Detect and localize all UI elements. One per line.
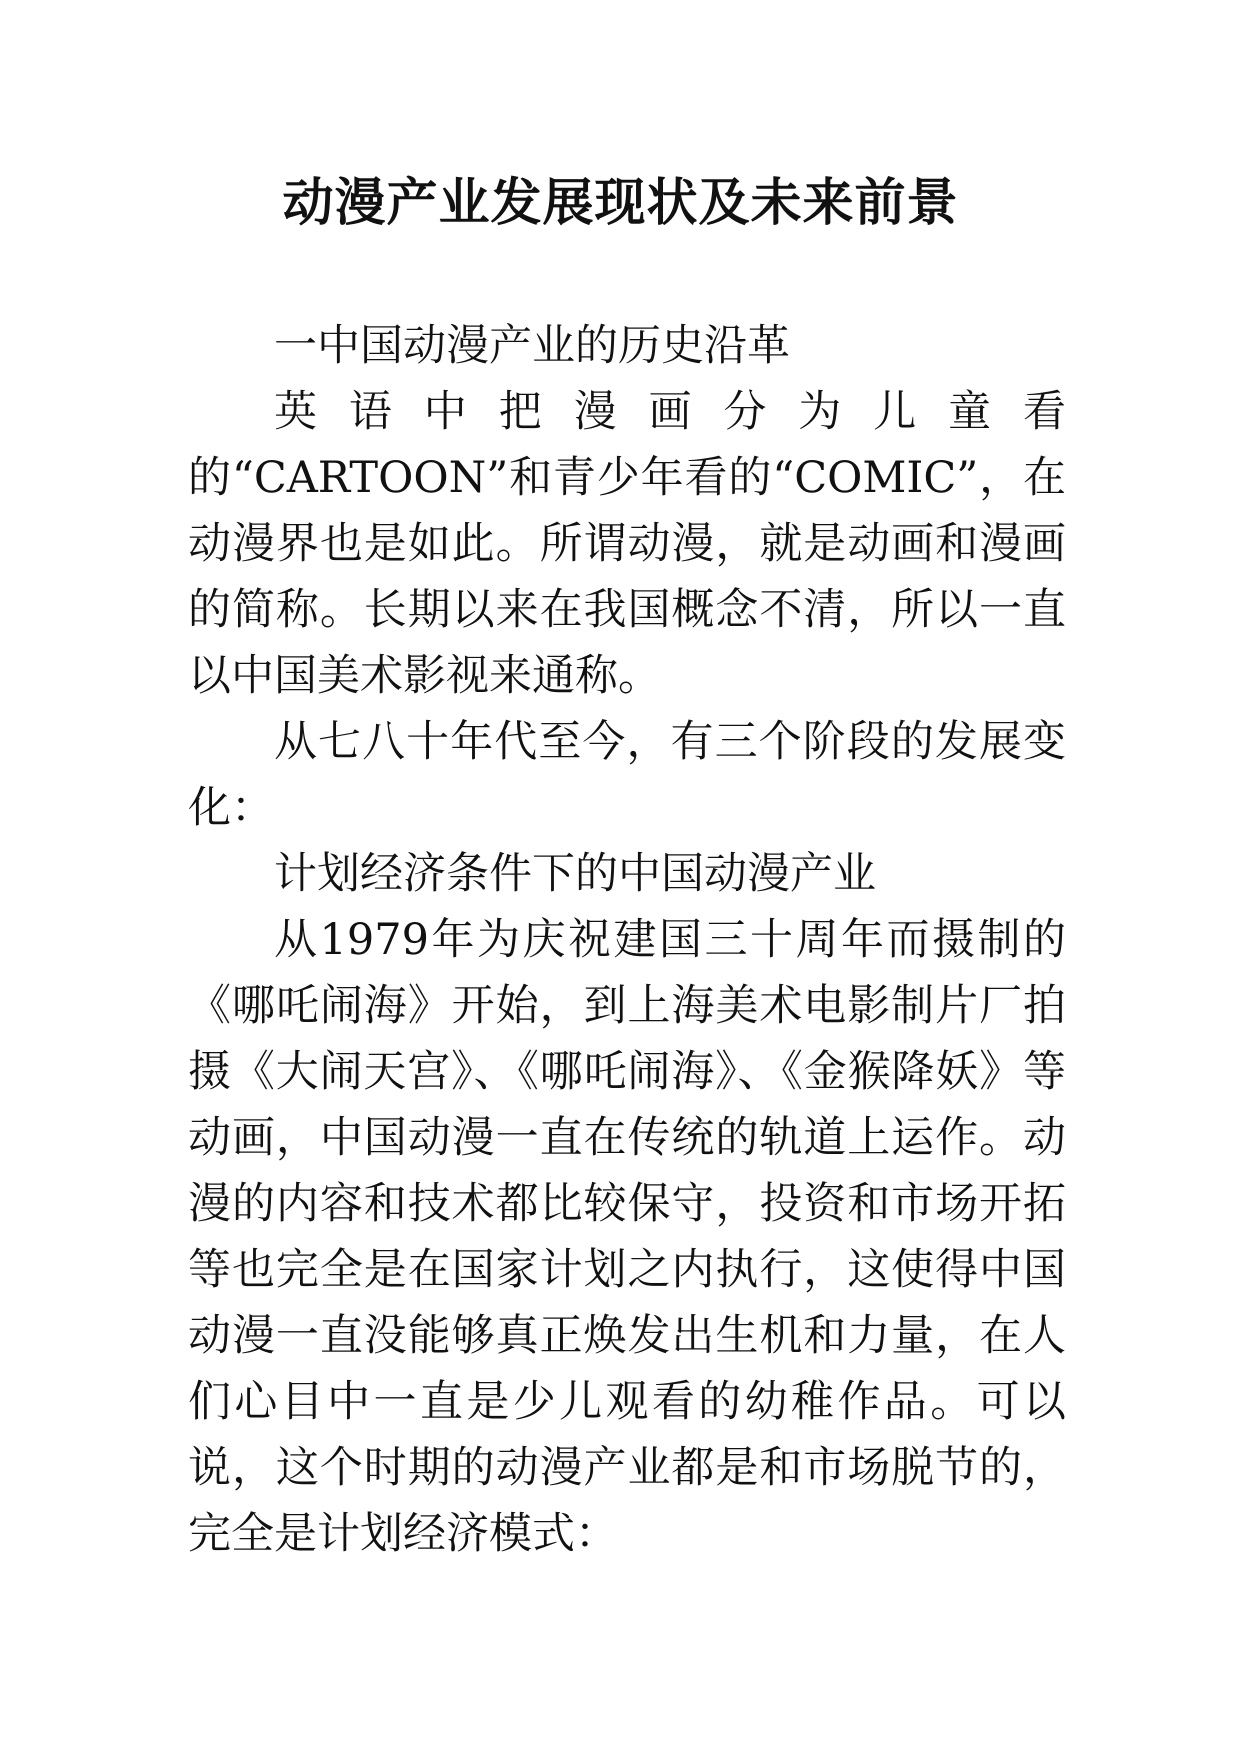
paragraph: 从七八十年代至今，有三个阶段的发展变化：	[188, 717, 1066, 833]
paragraph: 从1979年为庆祝建国三十周年而摄制的《哪吒闹海》开始，到上海美术电影制片厂拍摄《大闹天宫》、《哪吒闹海》、《金猴降妖》等动画，中国动漫一直在传统的轨道上运作。动漫的内容和技术都比较保守，投资和市场开拓等也完全是在国家计划之内执行，这使得中国动漫一直没能够真正焕发出生机和力量，在人们心目中一直是少儿观看的幼稚作品。可以说，这个时期的动漫产业都是和市场脱节的，完全是计划经济模式：	[188, 915, 1066, 1559]
subsection-heading: 计划经济条件下的中国动漫产业	[274, 849, 876, 899]
paragraph: 英语中把漫画分为儿童看的“CARTOON”和青少年看的“COMIC”，在动漫界也是如此。所谓动漫，就是动画和漫画的简称。长期以来在我国概念不清，所以一直以中国美术影视来通称。	[188, 387, 1066, 701]
section-heading: 一中国动漫产业的历史沿革	[274, 321, 790, 371]
document-title: 动漫产业发展现状及未来前景	[282, 173, 959, 233]
document-body	[188, 313, 1066, 1567]
